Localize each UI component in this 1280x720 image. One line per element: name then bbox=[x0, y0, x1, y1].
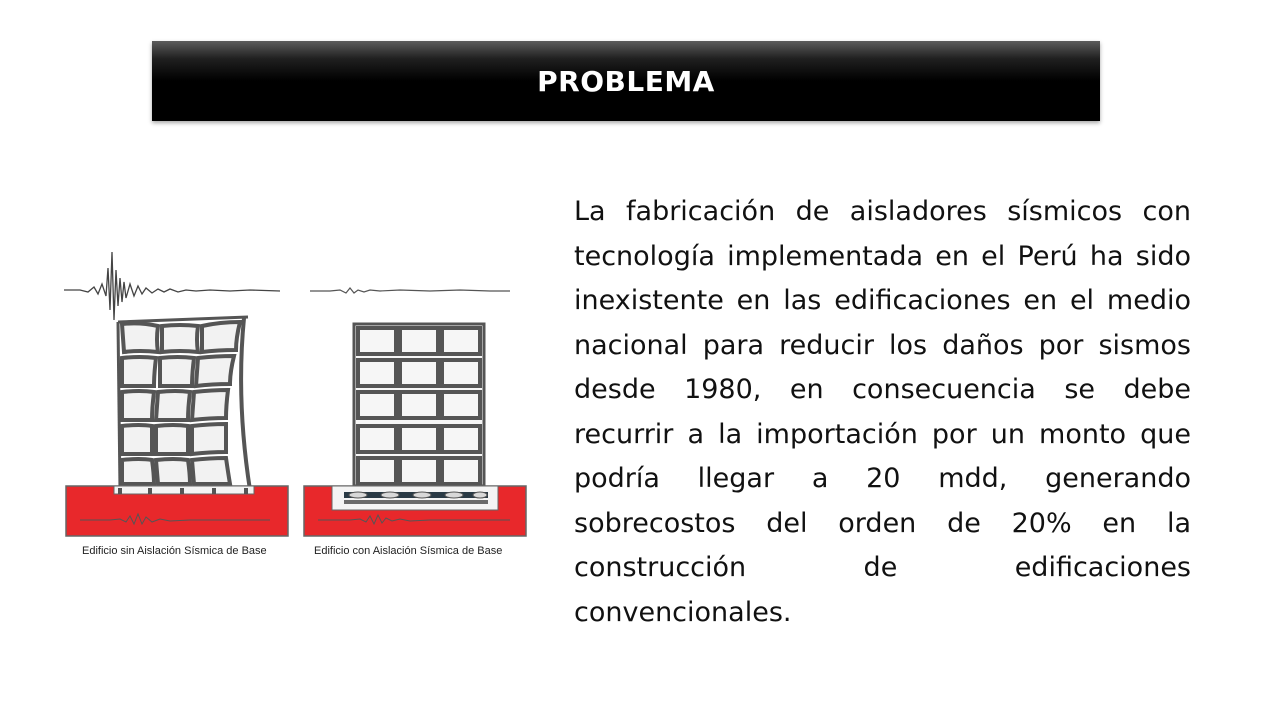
right-caption: Edificio con Aislación Sísmica de Base bbox=[314, 545, 503, 557]
left-caption: Edificio sin Aislación Sísmica de Base bbox=[82, 545, 267, 557]
right-foundation bbox=[304, 486, 526, 536]
right-seismogram-top bbox=[310, 288, 510, 293]
body-paragraph: La fabricación de aisladores sísmicos con tecnología implementada en el Perú ha sido inexistente en las edificaciones en el medio nacional para reducir los daños por sismos desde 1980, en consecuencia se debe recurrir a la importación por un monto que podría llegar a 20 mdd, generando sobrecostos del orden de 20% en la construcción de edificaciones convencionales. bbox=[574, 196, 1191, 628]
seismic-isolation-diagram bbox=[60, 240, 530, 570]
slide-title: PROBLEMA bbox=[537, 64, 715, 98]
right-building-isolated bbox=[354, 324, 484, 486]
title-banner bbox=[152, 41, 1100, 121]
left-seismogram-top bbox=[64, 252, 280, 320]
left-building-deformed bbox=[118, 317, 250, 490]
left-foundation bbox=[66, 486, 288, 536]
